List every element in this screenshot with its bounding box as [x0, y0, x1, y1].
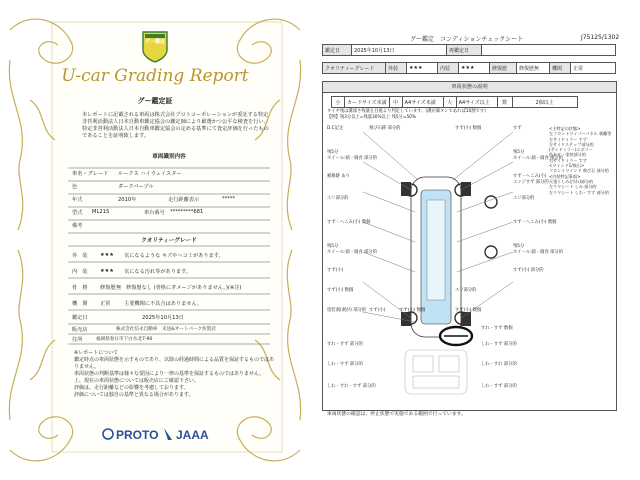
badge-label: グー鑑定	[144, 39, 165, 45]
exterior-label: 外 装	[72, 253, 88, 259]
remark-line: 天張りしみ(汚れ)部分的	[549, 178, 594, 184]
damage-label-bottom: すず(小) 数個	[399, 308, 426, 313]
date-value: 2025年10月13日	[352, 45, 447, 56]
engine-label: 機 関	[72, 301, 88, 307]
engine-label-r: 機関	[550, 63, 571, 74]
name-label: 車名・グレード	[72, 171, 109, 177]
color-value: ダークパープル	[118, 184, 154, 190]
dealer-value: 株式会社信永自動車 未送&オートパーク佐賀店	[116, 327, 216, 332]
damage-label-right: すず(小) 部分的	[513, 268, 544, 273]
remarks-box	[549, 126, 613, 246]
mileage-value: *****	[222, 196, 235, 202]
condition-diagram	[322, 81, 617, 411]
size-mid: 中	[389, 97, 402, 108]
damage-label-right: 残5分 ホイール:錆・腐食 部分的	[513, 150, 563, 161]
proto-logo: PROTO	[116, 428, 159, 442]
remark-line: 左リヤシート しみ 部分的	[549, 184, 597, 190]
damage-label-left: すず・へこみ(小) 数個	[327, 220, 371, 225]
chassis-value: *********681	[170, 209, 204, 215]
color-label: 色	[72, 184, 78, 190]
damage-label-interior: しわ・すず 部分的	[481, 342, 517, 347]
interior-stars: ★★★	[100, 268, 114, 274]
damage-label-right: エリ部分的	[513, 196, 535, 201]
remark-line: 左サイドステップ部分的	[549, 141, 594, 147]
note-item: 評価は、走行距離などの影響を考慮しております。	[74, 385, 189, 391]
sheet-footer-note: 車両状態の確認は、停止状態で実施である範囲で行っています。	[327, 412, 466, 417]
count-value: 2個以上	[512, 97, 577, 108]
remark-line: (サイドミラー)エボリー	[549, 147, 593, 153]
remark-line: フロントワインド 飛び石 部分的	[549, 168, 609, 174]
engine-text: 主要機関に不具合はありません。	[124, 301, 203, 307]
damage-label-interior: すれ・すず 部分的	[327, 342, 363, 347]
interior-text: 気になる汚れ等があります。	[124, 269, 192, 275]
damage-label-left: 残5分 ホイール:錆・腐食 部分的	[327, 150, 377, 161]
address-value: 福岡県春日市下白水北7-90	[96, 337, 153, 342]
note-item: 車両状態の判断基準は様々な要因により一律の基準を保証するものではありません。	[74, 371, 265, 377]
frame-status-value: 無	[116, 285, 122, 291]
size-small: 小	[332, 97, 345, 108]
damage-label-right: すず・へこみ(小) エッジすず 部分的	[513, 174, 549, 185]
certificate-intro: 本レポートに記載される車両は株式会社プロトコーポレーションが委託する特定非営利活動法人日本自動車鑑定協会の鑑定師により厳選かつ公平な検査を行い、特定非営利活動法人日本自動車鑑定協会の定める基準にて査定評価を行ったものであることを証明致します。	[82, 112, 269, 139]
quality-label: クオリティーグレード	[323, 63, 386, 74]
date-table	[322, 44, 616, 56]
report-notes	[74, 350, 274, 399]
damage-label-left: 残5分 ホイール:錆・腐食 部分的	[327, 244, 377, 255]
damage-label-interior: すれ・すず 数個	[481, 326, 513, 331]
repair-label: 修復歴	[490, 63, 517, 74]
interior-sketch-icon	[405, 350, 467, 394]
exterior-text: 気になるような キズやヘコミがあります。	[124, 253, 224, 259]
address-label: 住所	[72, 337, 83, 343]
remark-line: <内装特記事項>	[549, 173, 581, 179]
tire-example: 【例】残3分以上=残量30%以上 残5分=50%	[327, 115, 416, 120]
damage-label-interior: しわ・すれ・すず 部分的	[327, 384, 376, 389]
damage-label-left: エリ部分的	[327, 196, 349, 201]
damage-label-top: すず(小) 数個	[455, 126, 482, 131]
damage-label-interior: しわ・すれ 部分的	[481, 362, 517, 367]
damage-label-right: 残5分 ホイール:錆・腐食 部分的	[513, 244, 563, 255]
jaaa-logo: JAAA	[176, 428, 209, 442]
grading-certificate	[0, 0, 310, 480]
name-value: ルークス ハイウェイスター	[118, 171, 182, 177]
interior-label: 内 装	[72, 269, 88, 275]
damage-label-right: すず	[513, 126, 522, 131]
damage-label-bottom: エリ部分的	[455, 288, 477, 293]
sheet-title: グー鑑定 コンディションチェックシート	[410, 36, 524, 43]
size-large-text: A4サイズ以上	[456, 97, 497, 108]
tire-note: タイヤ残は溝深さ残量を目視より判定しています。(溝が満タンであれば10割です)	[327, 109, 486, 114]
engine-status: 正常	[100, 301, 111, 307]
document-id: J75125/1302	[581, 34, 620, 41]
reappraisal-value	[482, 45, 616, 56]
frame-status: 修復歴	[100, 285, 116, 291]
section-quality-title: クオリティーグレード	[141, 238, 197, 244]
year-label: 年式	[72, 197, 83, 203]
int-value: ★★★	[459, 63, 490, 74]
count-label: 数	[497, 97, 512, 108]
remark-line: <ワインド1/飛石>	[549, 163, 585, 169]
ext-value: ★★★	[407, 63, 438, 74]
damage-label-right: すず・へこみ(小) 数個	[513, 220, 557, 225]
engine-value-r: 正常	[571, 63, 616, 74]
note-item: 鑑定時点の車両状態を示すものであり、以降の経過時間による品質を保証するものではありません。	[74, 357, 275, 370]
date-label: 鑑定日	[323, 45, 352, 56]
steering-wheel-icon	[440, 327, 472, 345]
damage-label-left: 補修跡 あり	[327, 174, 350, 179]
model-value: ML21S	[92, 209, 110, 215]
appraisal-date-label: 鑑定日	[72, 315, 88, 321]
frame-label: 骨 格	[72, 285, 88, 291]
damage-label-bottom: すず(小)	[369, 308, 386, 313]
damage-label-bottom: すず(小) 数個	[455, 308, 482, 313]
remark-line: 左リヤシート しわ・すず 部分的	[549, 189, 609, 195]
remark-line: 左フロントワイパーパネル 剥離等	[549, 131, 612, 137]
size-small-text: カードサイズ未満	[345, 97, 390, 108]
certificate-subtitle: グー鑑定証	[137, 97, 173, 105]
remarks-label: 備考	[72, 223, 83, 229]
year-value: 2010年	[118, 197, 137, 203]
mileage-label: 走行距離表示	[168, 197, 200, 203]
exterior-stars: ★★★	[100, 252, 114, 258]
size-mid-text: A4サイズ未満	[402, 97, 443, 108]
damage-label-left: D.C記定	[327, 126, 344, 131]
model-label: 型式	[72, 210, 83, 216]
chassis-label: 車台番号	[144, 210, 165, 216]
size-large: 大	[443, 97, 456, 108]
desc-title: 車両状態の説明	[323, 82, 616, 93]
notes-title: ※レポートについて	[74, 350, 119, 356]
remark-line: <主特記の状態>	[549, 126, 581, 131]
int-label: 内装	[438, 63, 459, 74]
remark-line: 右サイドミラー すず	[549, 157, 587, 163]
damage-label-interior: しわ・すず 部分的	[327, 362, 363, 367]
reappraisal-label: 再鑑定日	[447, 45, 482, 56]
report-title: U-car Grading Report	[61, 66, 249, 86]
dealer-label: 販売店	[72, 327, 88, 333]
frame-text: 修復歴なし (骨格にダメージがありません。)(※注)	[126, 285, 242, 291]
ext-label: 外装	[386, 63, 407, 74]
damage-label-left: すず(小) 数個	[327, 288, 354, 293]
remark-line: 左サイドミラー すず	[549, 136, 587, 142]
damage-label-interior: しわ・すず 部分的	[481, 384, 517, 389]
section-vehicle-title: 車両識別内容	[152, 154, 186, 160]
note-item: 上、現在の車両状態については販売店にご確認下さい。	[74, 378, 199, 384]
quality-table	[322, 62, 616, 74]
goo-badge-icon	[143, 32, 167, 62]
remark-line: 色あせ・塗装部分的	[549, 152, 586, 158]
note-item: 評価については独自の基準と異なる場合があります。	[74, 392, 194, 398]
damage-label-top: 飛び石跡 部分的	[369, 126, 401, 131]
damage-label-left: すず(小)	[327, 268, 344, 273]
repair-status: 修復歴無	[517, 63, 550, 74]
damage-label-left: 塗装剥(剥が) 部分的	[327, 308, 367, 313]
appraisal-date-value: 2025年10月13日	[142, 315, 184, 321]
